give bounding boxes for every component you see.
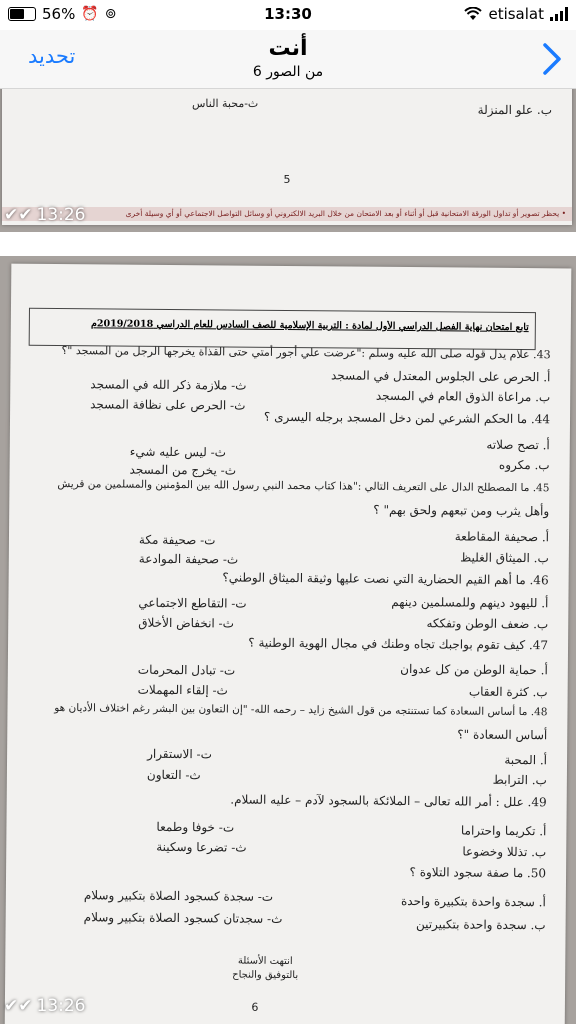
photo-message[interactable]: [0, 256, 576, 1024]
wifi-icon: [464, 7, 482, 21]
photo-message[interactable]: [0, 89, 576, 232]
signal-icon: [550, 7, 568, 21]
alarm-icon: ⏰: [81, 6, 99, 22]
option-text: ث- التعاون: [146, 767, 201, 783]
option-text: أ. سجدة واحدة بتكبيرة واحدة: [400, 893, 546, 910]
option-text: ب. الترابط: [492, 772, 547, 788]
option-text: ث- ملازمة ذكر الله في المسجد: [90, 377, 247, 393]
option-text: ت- سجدة كسجود الصلاة بتكبير وسلام: [83, 888, 274, 904]
question-text: 49. علل : أمر الله تعالى – الملائكة بالسجود لآدم – عليه السلام.: [230, 792, 547, 810]
option-text: ث- إلقاء المهملات: [137, 682, 228, 698]
exam-page-photo: [5, 264, 572, 1024]
option-text: ب. مكروه: [498, 457, 550, 473]
question-text: 48. ما أساس السعادة كما تستنتجه من قول الشيخ زايد – رحمه الله- "إن التعاون بين البشر رغم اختلاف الأديان هو: [54, 701, 548, 719]
message-timestamp: [4, 205, 86, 225]
read-checkmarks-icon: ✔✔: [4, 205, 33, 225]
option-text: ب. الميثاق الغليظ: [460, 550, 549, 566]
question-text: 50. ما صفة سجود التلاوة ؟: [409, 865, 547, 881]
option-text: أ. صحيفة المقاطعة: [454, 529, 550, 545]
good-luck-note: بالتوفيق والنجاح: [232, 969, 299, 982]
option-text: أ. المحبة: [504, 752, 548, 768]
question-text: أساس السعادة "؟: [457, 727, 548, 743]
status-bar: [0, 0, 576, 30]
nav-bar: [0, 30, 576, 89]
end-of-questions: انتهت الأسئلة: [237, 955, 293, 968]
question-text: 45. ما المصطلح الدال على التعريف التالي :"هذا كتاب محمد النبي رسول الله بين المؤمنين والمسلمين من قريش: [57, 477, 550, 495]
nav-subtitle: 6 من الصور: [252, 64, 324, 80]
question-text: 46. ما أهم القيم الحضارية التي نصت عليها وثيقة الميثاق الوطني؟: [222, 570, 549, 588]
option-text: ث- تضرعا وسكينة: [156, 839, 247, 855]
option-text: ث-محبة الناس: [192, 97, 259, 110]
timestamp-text: 13:26: [36, 205, 86, 225]
status-time: 13:30: [264, 5, 312, 23]
option-text: ب. كثرة العقاب: [468, 684, 548, 700]
option-text: ت- خوفا وطمعا: [156, 819, 235, 835]
option-text: ت- التقاطع الاجتماعي: [138, 595, 247, 611]
question-text: وأهل يثرب ومن تبعهم ولحق بهم" ؟: [373, 502, 550, 519]
exam-header: تابع امتحان نهاية الفصل الدراسي الأول لمادة : التربية الإسلامية للصف السادس للعام الدراسي 2019/2018م: [90, 318, 529, 334]
select-button[interactable]: تحديد: [28, 44, 76, 68]
option-text: ث- الحرص على نظافة المسجد: [90, 397, 246, 413]
option-text: أ. الحرص على الجلوس المعتدل في المسجد: [330, 368, 551, 385]
option-text: ب. تذللا وخضوعا: [462, 844, 547, 860]
exam-page-photo: [2, 89, 572, 225]
page-number: 5: [283, 173, 291, 186]
option-text: ث- سجدتان كسجود الصلاة بتكبير وسلام: [83, 910, 283, 926]
option-text: ث- انخفاض الأخلاق: [138, 615, 235, 631]
option-text: ت- الاستقرار: [147, 746, 213, 762]
option-text: أ. تكريما واحتراما: [460, 823, 547, 839]
orientation-lock-icon: ⊚: [104, 6, 117, 22]
message-timestamp: [4, 996, 86, 1016]
read-checkmarks-icon: ✔✔: [4, 996, 33, 1016]
option-text: ب. مراعاة الذوق العام في المسجد: [375, 388, 551, 405]
question-text: 43. علام يدل قوله صلى الله عليه وسلم :"عرضت علي أجور أمتي حتى القذاة يخرجها الرجل من المسجد "؟: [61, 344, 551, 362]
timestamp-text: 13:26: [36, 996, 86, 1016]
option-text: ب. علو المنزلة: [477, 103, 552, 117]
option-text: ث- ليس عليه شيء: [129, 444, 227, 460]
chevron-right-icon[interactable]: [542, 42, 562, 76]
exam-warning-footer: • يحظر تصوير أو تداول الورقة الامتحانية قبل أو أثناء أو بعد الامتحان من خلال البريد الالكتروني أو وسائل التواصل الاجتماعي أو أي وسيلة أخرى: [2, 207, 572, 221]
page-number: 6: [251, 1000, 259, 1014]
option-text: أ. لليهود دينهم وللمسلمين دينهم: [391, 594, 549, 611]
option-text: ب. ضعف الوطن وتفككه: [426, 616, 549, 632]
option-text: ث- يخرج من المسجد: [129, 462, 237, 478]
carrier-name: etisalat: [488, 5, 544, 23]
option-text: أ. حماية الوطن من كل عدوان: [400, 661, 548, 678]
option-text: ت- صحيفة مكة: [138, 532, 216, 548]
option-text: ب. سجدة واحدة بتكبيرتين: [415, 917, 546, 933]
option-text: أ. تصح صلاته: [486, 437, 550, 453]
question-text: 44. ما الحكم الشرعي لمن دخل المسجد برجله اليسرى ؟: [263, 409, 551, 427]
option-text: ث- صحيفة الموادعة: [138, 551, 239, 567]
nav-title: أنت: [268, 36, 308, 61]
option-text: ت- تبادل المحرمات: [137, 662, 236, 678]
status-right: [464, 5, 568, 23]
message-gap: [0, 232, 576, 256]
battery-percentage: 56%: [42, 5, 76, 23]
question-text: 47. كيف تقوم بواجبك تجاه وطنك في مجال الهوية الوطنية ؟: [248, 635, 549, 653]
